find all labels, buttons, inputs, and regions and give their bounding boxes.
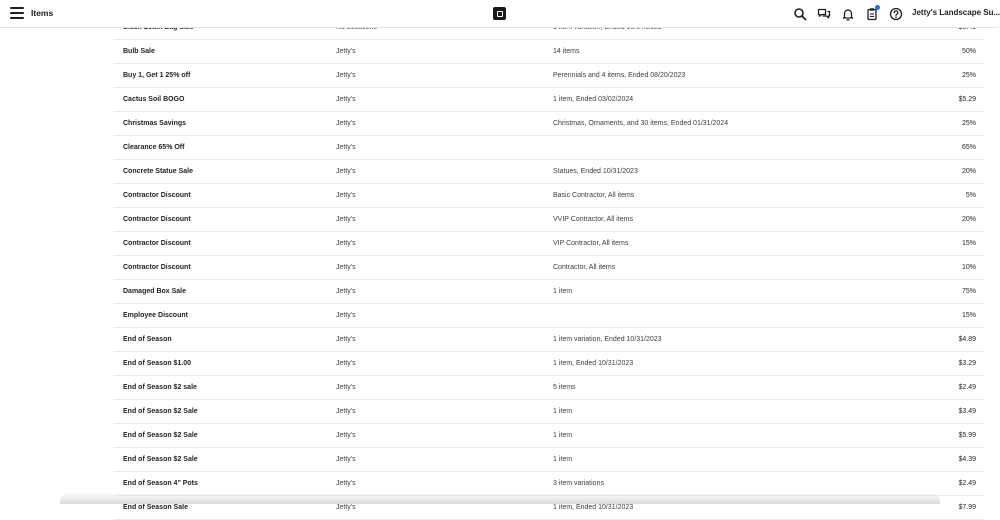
discount-location: Jetty's <box>336 288 356 295</box>
discount-items: 1 item, Ended 03/02/2024 <box>553 96 634 103</box>
discount-location: Jetty's <box>336 168 356 175</box>
discount-items: 1 item <box>553 432 573 439</box>
discount-name: Concrete Statue Sale <box>123 168 194 175</box>
notification-dot <box>875 5 880 10</box>
discount-amount: 15% <box>961 240 976 247</box>
discount-amount: $3.49 <box>958 408 976 415</box>
discount-name: End of Season 4" Pots <box>123 480 198 487</box>
discount-name: Employee Discount <box>123 312 188 319</box>
discount-items: 1 item <box>553 456 573 463</box>
discount-location: Jetty's <box>336 192 356 199</box>
discount-location: Jetty's <box>336 264 356 271</box>
clipboard-icon[interactable] <box>865 7 879 21</box>
table-row[interactable] <box>114 424 984 448</box>
menu-icon[interactable] <box>10 7 24 21</box>
discount-items: 14 items <box>553 48 580 55</box>
table-row[interactable] <box>114 400 984 424</box>
discount-location: Jetty's <box>336 432 356 439</box>
page-title: Items <box>31 8 54 18</box>
discount-amount: 5% <box>965 192 976 199</box>
messages-icon[interactable] <box>817 7 831 21</box>
discount-location: Jetty's <box>336 48 356 55</box>
help-icon[interactable] <box>889 7 903 21</box>
discount-location: Jetty's <box>336 96 356 103</box>
discount-name: End of Season $2 Sale <box>123 456 198 463</box>
discount-name: End of Season <box>123 336 172 343</box>
table-row[interactable] <box>114 64 984 88</box>
discount-items: 1 item <box>553 408 573 415</box>
discount-items: Perennials and 4 items, Ended 08/20/2023 <box>553 72 686 79</box>
discount-items: 1 item <box>553 288 573 295</box>
discount-name: End of Season $2 sale <box>123 384 197 391</box>
table-row[interactable] <box>114 208 984 232</box>
table-row[interactable] <box>114 256 984 280</box>
discount-location: Jetty's <box>336 216 356 223</box>
discount-location: Jetty's <box>336 408 356 415</box>
discount-amount: 65% <box>961 144 976 151</box>
discount-amount: 75% <box>961 288 976 295</box>
discount-location: Jetty's <box>336 456 356 463</box>
discount-amount: $4.39 <box>958 456 976 463</box>
discount-location: Jetty's <box>336 72 356 79</box>
discount-location: Jetty's <box>336 504 356 511</box>
table-row[interactable] <box>114 352 984 376</box>
discount-name: Cactus Soil BOGO <box>123 96 185 103</box>
discounts-table <box>114 16 984 520</box>
discount-amount: $3.29 <box>958 360 976 367</box>
bottom-overlay-panel <box>60 493 940 504</box>
discount-name: Contractor Discount <box>123 264 191 271</box>
discount-items: Statues, Ended 10/31/2023 <box>553 168 638 175</box>
discount-location: Jetty's <box>336 384 356 391</box>
table-row[interactable] <box>114 136 984 160</box>
discount-amount: 25% <box>961 120 976 127</box>
discount-amount: $7.99 <box>958 504 976 511</box>
discount-items: VIP Contractor, All items <box>553 240 629 247</box>
discount-amount: 15% <box>961 312 976 319</box>
table-row[interactable] <box>114 280 984 304</box>
discount-items: Basic Contractor, All items <box>553 192 635 199</box>
table-row[interactable] <box>114 184 984 208</box>
discount-items: Contractor, All items <box>553 264 616 271</box>
discount-items: Christmas, Ornaments, and 30 items, Ended 01/31/2024 <box>553 120 729 127</box>
discount-amount: 20% <box>961 216 976 223</box>
bell-icon[interactable] <box>841 7 855 21</box>
table-row[interactable] <box>114 112 984 136</box>
discount-location: Jetty's <box>336 144 356 151</box>
discount-items: 1 item, Ended 10/31/2023 <box>553 360 634 367</box>
table-row[interactable] <box>114 448 984 472</box>
discount-items: 1 item, Ended 10/31/2023 <box>553 504 634 511</box>
table-row[interactable] <box>114 304 984 328</box>
discount-name: Contractor Discount <box>123 216 191 223</box>
discount-amount: 10% <box>961 264 976 271</box>
discount-name: Damaged Box Sale <box>123 288 187 295</box>
discount-amount: $5.99 <box>958 432 976 439</box>
table-row[interactable] <box>114 376 984 400</box>
discount-name: End of Season $2 Sale <box>123 408 198 415</box>
discount-name: Contractor Discount <box>123 192 191 199</box>
discount-name: Contractor Discount <box>123 240 191 247</box>
table-row[interactable] <box>114 40 984 64</box>
discount-amount: $2.49 <box>958 480 976 487</box>
square-logo-icon[interactable] <box>493 7 506 20</box>
discount-location: Jetty's <box>336 360 356 367</box>
table-row[interactable] <box>114 88 984 112</box>
discount-items: 5 items <box>553 384 576 391</box>
discount-amount: $2.49 <box>958 384 976 391</box>
top-bar <box>0 0 999 28</box>
discount-items: 3 item variations <box>553 480 604 487</box>
table-row[interactable] <box>114 328 984 352</box>
discount-name: Clearance 65% Off <box>123 144 185 151</box>
discount-name: Bulb Sale <box>123 48 155 55</box>
discount-amount: $4.89 <box>958 336 976 343</box>
discount-name: End of Season $2 Sale <box>123 432 198 439</box>
discount-location: Jetty's <box>336 312 356 319</box>
discount-location: Jetty's <box>336 480 356 487</box>
search-icon[interactable] <box>793 7 807 21</box>
discount-name: Christmas Savings <box>123 120 187 127</box>
table-row[interactable] <box>114 232 984 256</box>
discount-name: Buy 1, Get 1 25% off <box>123 72 191 79</box>
discount-name: End of Season $1.00 <box>123 360 192 367</box>
discount-amount: 50% <box>961 48 976 55</box>
discount-location: Jetty's <box>336 336 356 343</box>
discount-items: 1 item variation, Ended 10/31/2023 <box>553 336 662 343</box>
discount-location: Jetty's <box>336 120 356 127</box>
discount-items: VVIP Contractor, All items <box>553 216 634 223</box>
discount-amount: $5.29 <box>958 96 976 103</box>
discount-name: End of Season Sale <box>123 504 188 511</box>
discount-amount: 20% <box>961 168 976 175</box>
table-row[interactable] <box>114 160 984 184</box>
discount-location: Jetty's <box>336 240 356 247</box>
discount-amount: 25% <box>961 72 976 79</box>
account-menu-button[interactable]: Jetty's Landscape Su... <box>912 8 1000 17</box>
